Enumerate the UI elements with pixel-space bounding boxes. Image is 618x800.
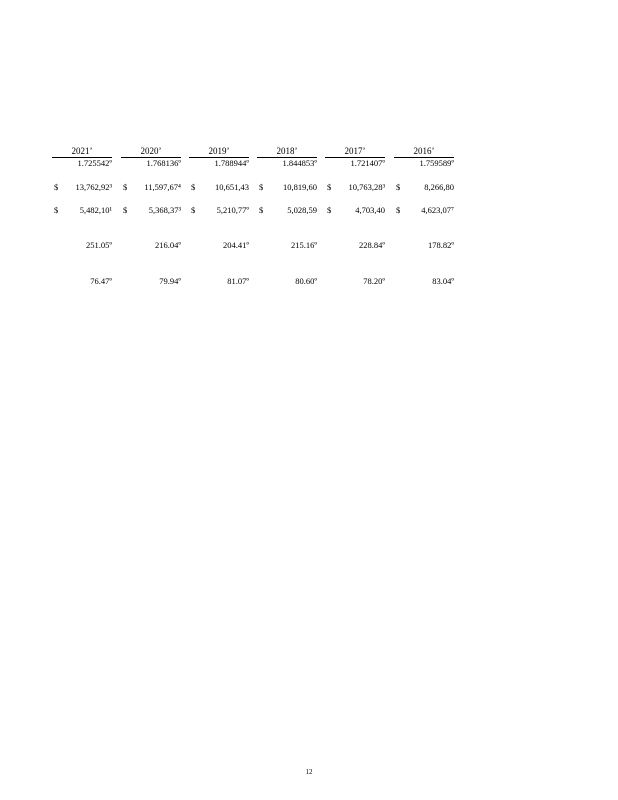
amount-value: 11,597,67⁴ bbox=[144, 182, 181, 192]
currency-symbol: $ bbox=[123, 205, 128, 215]
amount-value: 5,028,59 bbox=[287, 205, 317, 215]
year-header: 2018’ bbox=[257, 146, 317, 158]
amount-cell bbox=[121, 182, 181, 193]
amount-cell bbox=[121, 205, 181, 216]
year-header: 2020’ bbox=[121, 146, 181, 158]
percent-value: 228.84º bbox=[358, 240, 385, 250]
percent-value: 78.20º bbox=[363, 276, 385, 286]
ratio-value: 1.788944º bbox=[214, 158, 249, 168]
percent-value: 216.04º bbox=[154, 240, 181, 250]
amount-value: 5,482,10¹ bbox=[79, 205, 112, 215]
amount-value: 13,762,92³ bbox=[75, 182, 112, 192]
currency-symbol: $ bbox=[396, 205, 401, 215]
year-header: 2021’ bbox=[52, 146, 112, 158]
currency-symbol: $ bbox=[327, 205, 332, 215]
currency-symbol: $ bbox=[54, 182, 59, 192]
amount-value: 4,623,07⁷ bbox=[421, 205, 454, 215]
amount-value: 10,763,28³ bbox=[348, 182, 385, 192]
amount-cell bbox=[325, 182, 385, 193]
percent-value: 80.60º bbox=[295, 276, 317, 286]
amount-value: 5,368,37³ bbox=[148, 205, 181, 215]
currency-symbol: $ bbox=[54, 205, 59, 215]
amount-cell bbox=[394, 182, 454, 193]
percent-value: 81.07º bbox=[227, 276, 249, 286]
amount-cell bbox=[257, 205, 317, 216]
amount-cell bbox=[394, 205, 454, 216]
ratio-value: 1.725542º bbox=[77, 158, 112, 168]
ratio-value: 1.759589º bbox=[419, 158, 454, 168]
year-header: 2019’ bbox=[189, 146, 249, 158]
year-header: 2016’ bbox=[394, 146, 454, 158]
ratio-value: 1.768136º bbox=[146, 158, 181, 168]
percent-value: 215.16º bbox=[290, 240, 317, 250]
page-number: 12 bbox=[305, 768, 313, 776]
amount-cell bbox=[52, 182, 112, 193]
amount-value: 5,210,77º bbox=[216, 205, 249, 215]
amount-cell bbox=[189, 205, 249, 216]
currency-symbol: $ bbox=[259, 182, 264, 192]
amount-cell bbox=[257, 182, 317, 193]
year-header: 2017’ bbox=[325, 146, 385, 158]
percent-value: 76.47º bbox=[90, 276, 112, 286]
percent-value: 79.94º bbox=[159, 276, 181, 286]
amount-value: 4,703,40 bbox=[355, 205, 385, 215]
percent-value: 251.05º bbox=[85, 240, 112, 250]
amount-value: 10,819,60 bbox=[283, 182, 317, 192]
ratio-value: 1.721407º bbox=[350, 158, 385, 168]
percent-value: 204.41º bbox=[222, 240, 249, 250]
currency-symbol: $ bbox=[191, 182, 196, 192]
currency-symbol: $ bbox=[396, 182, 401, 192]
currency-symbol: $ bbox=[259, 205, 264, 215]
amount-value: 10,651,43 bbox=[215, 182, 249, 192]
amount-cell bbox=[189, 182, 249, 193]
amount-cell bbox=[52, 205, 112, 216]
amount-value: 8,266,80 bbox=[424, 182, 454, 192]
currency-symbol: $ bbox=[191, 205, 196, 215]
percent-value: 178.82º bbox=[427, 240, 454, 250]
currency-symbol: $ bbox=[123, 182, 128, 192]
percent-value: 83.04º bbox=[432, 276, 454, 286]
ratio-value: 1.844853º bbox=[282, 158, 317, 168]
currency-symbol: $ bbox=[327, 182, 332, 192]
amount-cell bbox=[325, 205, 385, 216]
